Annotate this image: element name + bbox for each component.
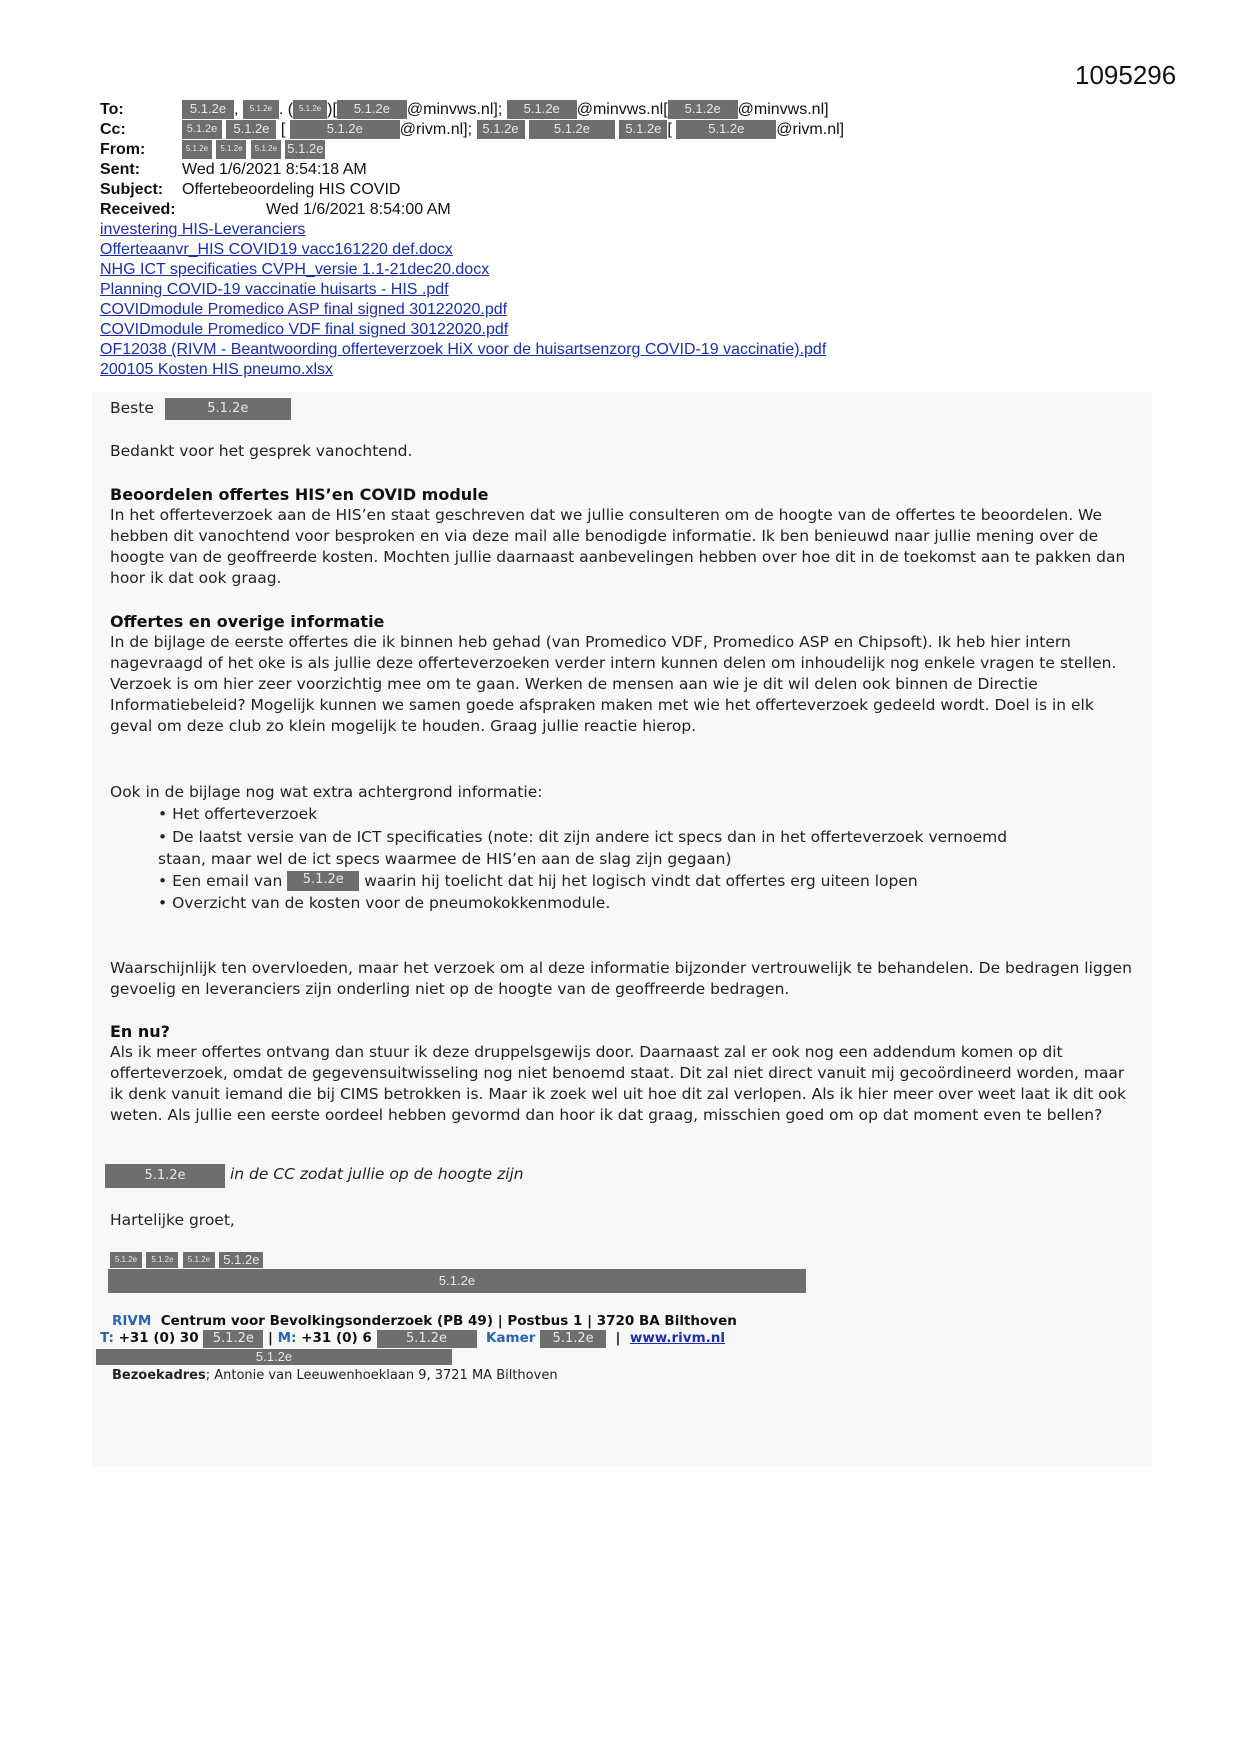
org-address: Centrum voor Bevolkingsonderzoek (PB 49) | Postbus 1 | 3720 BA Bilthoven xyxy=(160,1313,737,1329)
to-domain: @minvws.nl] xyxy=(737,101,829,118)
cc-domain: @rivm.nl] xyxy=(776,121,845,138)
room-label: Kamer xyxy=(485,1330,536,1346)
redaction: 5.1.2e xyxy=(219,1252,263,1268)
redaction: 5.1.2e xyxy=(540,1330,606,1348)
thanks-text: Bedankt voor het gesprek vanochtend. xyxy=(110,442,413,460)
mobile-label: M: xyxy=(277,1330,297,1346)
mobile-prefix: +31 (0) 6 xyxy=(301,1330,372,1346)
redaction: 5.1.2e xyxy=(668,100,738,119)
list-item: • Overzicht van de kosten voor de pneumokokkenmodule. xyxy=(158,894,611,912)
redaction: 5.1.2e xyxy=(251,140,281,159)
attachment-link[interactable]: COVIDmodule Promedico VDF final signed 30122020.pdf xyxy=(100,321,509,338)
redaction: 5.1.2e xyxy=(182,120,222,139)
cc-note: in de CC zodat jullie op de hoogte zijn xyxy=(229,1165,524,1183)
signature-phone-line xyxy=(100,1330,725,1348)
list-item: • Een email van 5.1.2e waarin hij toelicht dat hij het logisch vindt dat offertes erg uiteen lopen xyxy=(158,872,918,890)
section-heading: En nu? xyxy=(110,1022,170,1041)
subject-label: Subject: xyxy=(100,181,164,198)
list-item-text: waarin hij toelicht dat hij het logisch vindt dat offertes erg uiteen lopen xyxy=(364,872,918,890)
separator: | xyxy=(615,1330,621,1346)
list-item-text: Overzicht van de kosten voor de pneumokokkenmodule. xyxy=(172,894,611,912)
paragraph: Waarschijnlijk ten overvloeden, maar het verzoek om al deze informatie bijzonder vertrouwelijk te behandelen. De bedragen liggen gevoelig en leveranciers zijn onderling niet op de hoogte van de geoffreerde bedragen. xyxy=(110,959,1132,998)
attachment-link[interactable]: OF12038 (RIVM - Beantwoording offerteverzoek HiX voor de huisartsenzorg COVID-19 vaccinatie).pdf xyxy=(100,341,827,358)
signature-name xyxy=(110,1252,263,1270)
signature-extra xyxy=(96,1349,452,1367)
redaction: 5.1.2e xyxy=(529,120,615,139)
visiting-address xyxy=(112,1368,558,1383)
phone-label: T: xyxy=(100,1330,114,1346)
redaction: 5.1.2e xyxy=(226,120,276,139)
list-item: • Het offerteverzoek xyxy=(158,805,318,823)
attachment-link[interactable]: investering HIS-Leveranciers xyxy=(100,221,306,238)
cc-note-line xyxy=(105,1164,524,1188)
received-value: Wed 1/6/2021 8:54:00 AM xyxy=(266,201,451,218)
received-row xyxy=(100,200,451,220)
subject-row xyxy=(100,180,400,200)
sent-label: Sent: xyxy=(100,161,140,178)
subject-value: Offertebeoordeling HIS COVID xyxy=(182,181,401,198)
visiting-value: ; Antonie van Leeuwenhoeklaan 9, 3721 MA Bilthoven xyxy=(205,1368,558,1383)
list-item-text: Het offerteverzoek xyxy=(172,805,318,823)
closing: Hartelijke groet, xyxy=(110,1211,235,1229)
to-domain: @minvws.nl[ xyxy=(576,101,668,118)
paragraph: In de bijlage de eerste offertes die ik binnen heb gehad (van Promedico VDF, Promedico ASP en Chipsoft). Ik heb hier intern nagevraagd of het oke is als jullie deze offerteverzoeken verder intern kunnen delen om inhoudelijk nog enkele vragen te stellen. Verzoek is om hier zeer voorzichtig mee om te gaan. Werken de mensen aan wie je dit wil delen ook binnen de Directie Informatiebeleid? Mogelijk kunnen we samen goede afspraken maken met wie het offerteverzoek gedeeld wordt. Doel is in elk geval om deze club zo klein mogelijk te houden. Graag jullie reactie hierop. xyxy=(110,633,1117,735)
attachment-link[interactable]: 200105 Kosten HIS pneumo.xlsx xyxy=(100,361,334,378)
redaction: 5.1.2e xyxy=(477,120,525,139)
redaction: 5.1.2e xyxy=(619,120,667,139)
separator: | xyxy=(268,1330,273,1346)
list-item: • De laatst versie van de ICT specificaties (note: dit zijn andere ict specs dan in het offerteverzoek vernoemd xyxy=(158,828,1008,846)
redaction: 5.1.2e xyxy=(182,140,212,159)
sent-value: Wed 1/6/2021 8:54:18 AM xyxy=(182,161,367,178)
attachment-link[interactable]: Planning COVID-19 vaccinatie huisarts - HIS .pdf xyxy=(100,281,449,298)
paragraph: In het offerteverzoek aan de HIS’en staat geschreven dat we jullie consulteren om de hoogte van de offertes te beoordelen. We hebben dit vanochtend voor besproken en via deze mail alle benodigde informatie. Ik ben benieuwd naar jullie mening over de hoogte van de geoffreerde kosten. Mochten jullie daarnaast aanbevelingen hebben over hoe dit in de toekomst aan te pakken dan hoor ik dat ook graag. xyxy=(110,506,1126,587)
document-id: 1095296 xyxy=(1075,60,1177,90)
signature-title xyxy=(108,1269,806,1293)
cc-label: Cc: xyxy=(100,121,126,138)
redaction: 5.1.2e xyxy=(110,1252,142,1268)
signature-org-line xyxy=(112,1313,737,1329)
redaction: 5.1.2e xyxy=(146,1252,178,1268)
to-domain: @minvws.nl]; xyxy=(406,101,503,118)
phone-prefix: +31 (0) 30 xyxy=(118,1330,199,1346)
paragraph: Als ik meer offertes ontvang dan stuur ik deze druppelsgewijs door. Daarnaast zal er ook nog een addendum komen op dit offerteverzoek, omdat de gegevensuitwisseling nog niet benoemd staat. Dit zal niet direct vanuit mij gecoördineerd worden, maar ik denk vanuit iemand die bij CIMS betrokken is. Maar ik zoek wel uit hoe dit zal verlopen. Als ik hier meer over weet laat ik dit ook weten. Als jullie een eerste oordeel hebben gevormd dan hoor ik dat graag, misschien goed om op dat moment even te bellen? xyxy=(110,1043,1127,1124)
section-heading: Offertes en overige informatie xyxy=(110,612,385,631)
paragraph: Ook in de bijlage nog wat extra achtergrond informatie: xyxy=(110,783,543,801)
cc-row: Cc: 5.1.2e 5.1.2e [ 5.1.2e @rivm.nl]; 5.1.2e 5.1.2e 5.1.2e [ 5.1.2e @rivm.nl] xyxy=(100,121,845,138)
redaction: 5.1.2e xyxy=(337,100,407,119)
attachment-link[interactable]: Offerteaanvr_HIS COVID19 vacc161220 def.docx xyxy=(100,241,453,258)
redaction: 5.1.2e xyxy=(105,1164,225,1188)
list-item-text: De laatst versie van de ICT specificaties (note: dit zijn andere ict specs dan in het offerteverzoek vernoemd xyxy=(172,828,1008,846)
website-link[interactable]: www.rivm.nl xyxy=(629,1330,726,1346)
section-heading: Beoordelen offertes HIS’en COVID module xyxy=(110,485,489,504)
from-label: From: xyxy=(100,141,146,158)
redaction: 5.1.2e xyxy=(676,120,776,139)
to-label: To: xyxy=(100,101,124,118)
sent-row xyxy=(100,160,367,180)
redaction: 5.1.2e xyxy=(377,1330,477,1348)
redaction: 5.1.2e xyxy=(287,871,359,891)
visiting-label: Bezoekadres xyxy=(112,1368,206,1383)
org-name: RIVM xyxy=(112,1313,152,1329)
attachment-link[interactable]: NHG ICT specificaties CVPH_versie 1.1-21dec20.docx xyxy=(100,261,490,278)
greeting-line xyxy=(110,398,291,420)
redaction: 5.1.2e xyxy=(293,100,327,119)
redaction: 5.1.2e xyxy=(290,120,400,139)
list-item-text: Een email van xyxy=(172,872,283,890)
redaction: 5.1.2e xyxy=(507,100,577,119)
list-item-continuation: staan, maar wel de ict specs waarmee de HIS’en aan de slag zijn gegaan) xyxy=(158,850,732,868)
cc-domain: @rivm.nl]; xyxy=(399,121,473,138)
redaction: 5.1.2e xyxy=(182,100,234,119)
redaction: 5.1.2e xyxy=(216,140,246,159)
redaction: 5.1.2e xyxy=(183,1252,215,1268)
to-row: To: 5.1.2e , 5.1.2e . ( 5.1.2e )[ 5.1.2e @minvws.nl]; 5.1.2e @minvws.nl[ 5.1.2e @minvws.nl] xyxy=(100,101,829,118)
redaction: 5.1.2e xyxy=(165,398,291,420)
received-label: Received: xyxy=(100,201,176,218)
redaction: 5.1.2e xyxy=(203,1330,263,1348)
redaction: 5.1.2e xyxy=(108,1269,806,1293)
greeting: Beste xyxy=(110,399,154,417)
redaction: 5.1.2e xyxy=(243,100,279,119)
redaction: 5.1.2e xyxy=(285,140,325,159)
redaction: 5.1.2e xyxy=(96,1349,452,1365)
from-row xyxy=(100,140,325,160)
attachment-link[interactable]: COVIDmodule Promedico ASP final signed 30122020.pdf xyxy=(100,301,508,318)
